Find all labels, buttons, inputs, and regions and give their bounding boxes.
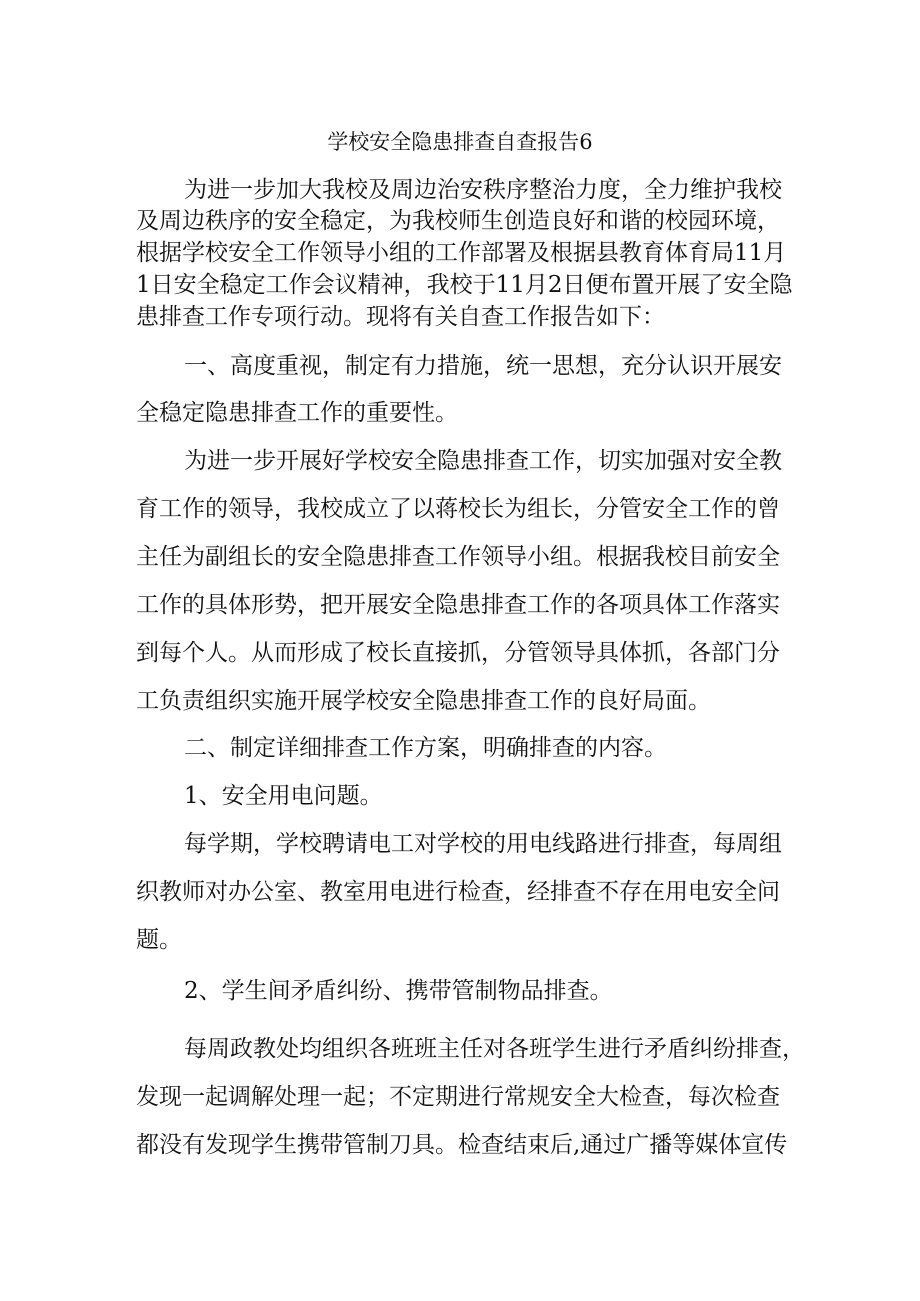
paragraph-3-line-3: 主任为副组长的安全隐患排查工作领导小组。根据我校目前安全 bbox=[136, 544, 780, 570]
paragraph-1-line-4: 1日安全稳定工作会议精神，我校于11月2日便布置开展了安全隐 bbox=[136, 272, 793, 298]
paragraph-1-line-1: 为进一步加大我校及周边治安秩序整治力度，全力维护我校 bbox=[184, 177, 782, 203]
section-1-heading-line-2: 全稳定隐患排查工作的重要性。 bbox=[136, 400, 458, 426]
section-1-heading-line-1: 一、高度重视，制定有力措施，统一思想，充分认识开展安 bbox=[184, 353, 782, 379]
paragraph-6-line-2: 织教师对办公室、教室用电进行检查，经排查不存在用电安全问 bbox=[136, 879, 780, 905]
paragraph-6-line-1: 每学期，学校聘请电工对学校的用电线路进行排查，每周组 bbox=[184, 831, 782, 857]
paragraph-8-line-2: 发现一起调解处理一起；不定期进行常规安全大检查，每次检查 bbox=[136, 1084, 780, 1110]
document-title: 学校安全隐患排查自查报告6 bbox=[327, 130, 593, 154]
paragraph-3-line-1: 为进一步开展好学校安全隐患排查工作，切实加强对安全教 bbox=[184, 448, 782, 474]
paragraph-1-line-3: 根据学校安全工作领导小组的工作部署及根据县教育体育局11月 bbox=[136, 240, 787, 266]
paragraph-1-line-2: 及周边秩序的安全稳定，为我校师生创造良好和谐的校园环境， bbox=[136, 208, 780, 234]
subsection-1-heading: 1、安全用电问题。 bbox=[184, 783, 383, 809]
paragraph-3-line-4: 工作的具体形势，把开展安全隐患排查工作的各项具体工作落实 bbox=[136, 592, 780, 618]
paragraph-6-line-3: 题。 bbox=[136, 927, 182, 953]
paragraph-3-line-2: 育工作的领导，我校成立了以蒋校长为组长，分管安全工作的曾 bbox=[136, 496, 780, 522]
subsection-2-heading: 2、学生间矛盾纠纷、携带管制物品排查。 bbox=[184, 978, 613, 1004]
paragraph-8-line-1: 每周政教处均组织各班班主任对各班学生进行矛盾纠纷排查， bbox=[184, 1036, 805, 1062]
section-2-heading: 二、制定详细排查工作方案，明确排查的内容。 bbox=[184, 735, 667, 761]
paragraph-1-line-5: 患排查工作专项行动。现将有关自查工作报告如下： bbox=[136, 304, 665, 330]
paragraph-3-line-6: 工负责组织实施开展学校安全隐患排查工作的良好局面。 bbox=[136, 688, 711, 714]
paragraph-3-line-5: 到每个人。从而形成了校长直接抓，分管领导具体抓，各部门分 bbox=[136, 640, 780, 666]
paragraph-8-line-3: 都没有发现学生携带管制刀具。检查结束后,通过广播等媒体宣传 bbox=[136, 1132, 788, 1158]
